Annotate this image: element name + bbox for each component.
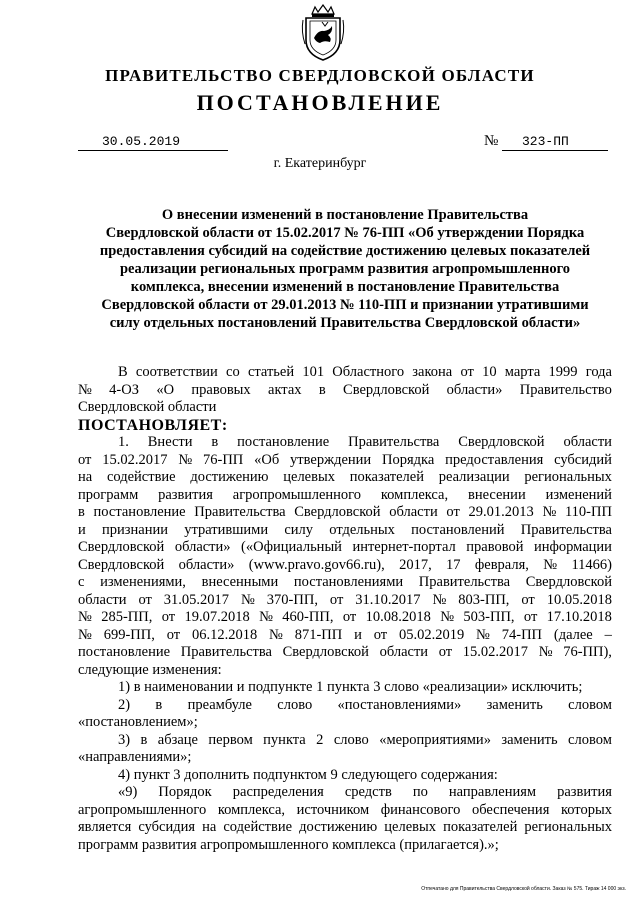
body-line: [78, 522, 612, 540]
word: слово: [333, 731, 369, 748]
word: правовых: [191, 381, 251, 398]
body-line: [78, 697, 612, 715]
word: №: [543, 556, 558, 573]
word: закона: [412, 364, 453, 380]
word: информации: [533, 539, 612, 555]
word: №: [476, 626, 490, 643]
word: от: [438, 644, 453, 660]
body-line-text: «направлениями»;: [78, 749, 192, 765]
word: 871-ПП: [294, 626, 343, 643]
word: 110-ПП: [564, 504, 612, 520]
body-line: [78, 784, 612, 802]
body-line: [78, 767, 612, 785]
word: 76-ПП),: [563, 644, 612, 660]
heading-line: силу отдельных постановлений Правительства Свердловской области»: [109, 315, 581, 331]
document-number: 323-ПП: [502, 134, 608, 151]
word: 29.01.2013: [468, 504, 534, 520]
word: направлениям: [448, 784, 537, 800]
word: «9): [118, 784, 138, 800]
word: от: [138, 591, 152, 608]
word: от: [446, 504, 460, 520]
word: 74-ПП: [501, 626, 543, 643]
word: 1.: [118, 434, 129, 450]
word: области»: [174, 539, 231, 555]
word: 10.05.2018: [546, 591, 612, 608]
body-line: [78, 364, 612, 382]
word: в: [78, 504, 85, 520]
body-line: [78, 469, 612, 487]
word: статьей: [247, 364, 295, 380]
word: от: [373, 626, 388, 643]
word: достижению: [190, 469, 269, 485]
word: преамбуле: [187, 696, 252, 713]
body-line: [78, 592, 612, 610]
word: №: [78, 609, 92, 625]
word: с: [78, 574, 85, 590]
word: 11466): [571, 556, 612, 573]
word: соответствии: [135, 364, 218, 380]
body-line: [78, 627, 612, 645]
body-line: [78, 714, 612, 732]
word: области: [379, 644, 429, 660]
city-line: г. Екатеринбург: [273, 156, 367, 171]
word: и: [354, 626, 362, 643]
word: №: [269, 626, 283, 643]
word: 1999: [548, 364, 578, 380]
word: словом: [568, 731, 612, 748]
body-line: [78, 837, 612, 855]
word: внесении: [467, 486, 526, 503]
word: целевых: [384, 819, 437, 835]
word: которых: [560, 801, 612, 818]
word: 803-ПП,: [458, 591, 510, 608]
word: 2: [316, 731, 324, 748]
word: февраля,: [474, 556, 529, 573]
word: постановление: [78, 644, 171, 660]
word: Внести: [147, 434, 193, 450]
word: –: [604, 626, 612, 643]
word: Правительство: [519, 381, 612, 398]
word: «мероприятиями»: [379, 731, 491, 748]
word: комплекса,: [380, 486, 449, 503]
word: обеспечения: [471, 801, 550, 818]
word: «постановлениями»: [337, 696, 462, 713]
word: комплекса,: [217, 801, 286, 818]
heading-line: Свердловской области от 29.01.2013 № 110-ПП и признании утратившими: [101, 297, 589, 313]
word: и: [78, 521, 86, 538]
word: 10.08.2018: [365, 609, 431, 625]
word: программ: [78, 486, 139, 503]
word: 4-ОЗ: [109, 381, 139, 398]
document-heading: [78, 206, 612, 332]
word: Правительства: [418, 574, 511, 590]
word: №: [78, 381, 92, 398]
word: финансового: [380, 801, 461, 818]
word: региональных: [524, 469, 612, 485]
word: первом: [208, 731, 253, 748]
word: целевых: [283, 469, 335, 485]
word: содействие: [106, 469, 176, 485]
word: 31.10.2017: [355, 591, 421, 608]
word: Правительства: [348, 434, 440, 450]
word: показателей: [349, 469, 424, 485]
word: от: [161, 609, 176, 625]
word: области»: [178, 556, 235, 573]
word: силу: [284, 521, 314, 538]
word: постановление: [237, 434, 330, 450]
word: реализации: [438, 469, 510, 485]
body-line: [78, 749, 612, 767]
word: в: [140, 731, 148, 748]
body-line: [78, 399, 612, 417]
word: средств: [344, 784, 392, 800]
word: от: [329, 591, 344, 608]
body-line-text: программ развития агропромышленного комплекса (прилагается).»;: [78, 836, 499, 853]
word: со: [226, 364, 240, 380]
body-line: [78, 802, 612, 820]
word: постановление: [93, 504, 186, 520]
word: 503-ПП,: [463, 609, 515, 625]
word: области: [563, 434, 612, 450]
word: пункта: [263, 731, 306, 748]
word: развития: [158, 486, 213, 503]
word: «О: [156, 381, 175, 398]
word: заменить: [501, 731, 558, 748]
word: 05.02.2019: [398, 626, 465, 643]
word: 3): [118, 731, 131, 748]
heading-line: О внесении изменений в постановление Правительства: [161, 207, 529, 223]
word: правовой: [466, 539, 524, 555]
word: области: [389, 504, 438, 520]
heading-line: предоставления субсидий на содействие достижению целевых показателей: [99, 243, 591, 259]
body-line: [78, 539, 612, 557]
heading-line: комплекса, внесении изменений в постановление Правительства: [130, 279, 560, 295]
word: Правительства: [194, 504, 286, 520]
word: содействие: [223, 819, 293, 835]
word: 06.12.2018: [191, 626, 258, 643]
word: от: [460, 364, 474, 380]
word: субсидия: [138, 819, 196, 835]
word: №: [538, 644, 553, 660]
word: 19.07.2018: [184, 609, 250, 625]
word: Свердловской: [525, 574, 612, 590]
word: от: [521, 591, 535, 608]
word: региональных: [524, 819, 612, 835]
word: Областного: [332, 364, 405, 380]
word: актах: [268, 381, 302, 398]
word: Порядок: [158, 784, 212, 800]
word: от: [342, 609, 357, 625]
word: 15.02.2017: [102, 451, 168, 468]
word: 15.02.2017: [462, 644, 529, 660]
heading-line: реализации региональных программ развития агропромышленного: [119, 261, 571, 277]
word: Порядка: [382, 451, 435, 468]
word: распределения: [232, 784, 324, 800]
postanovlyaet-label: [78, 417, 612, 435]
word: 285-ПП,: [101, 609, 153, 625]
word: Свердловской: [282, 644, 369, 660]
body-line: [78, 487, 612, 505]
word: от: [78, 451, 92, 468]
word: Свердловской: [78, 556, 165, 573]
word: предоставления: [445, 451, 544, 468]
word: №: [432, 591, 447, 608]
word: по: [412, 784, 428, 800]
number-sign: №: [484, 133, 499, 149]
word: источником: [296, 801, 370, 818]
word: внесенными: [201, 574, 279, 590]
word: марта: [504, 364, 541, 380]
word: словом: [568, 696, 612, 713]
word: Свердловской: [458, 434, 545, 450]
word: В: [118, 364, 128, 380]
word: №: [78, 626, 92, 643]
document-date: 30.05.2019: [78, 134, 228, 151]
word: заменить: [486, 696, 543, 713]
word: №: [241, 591, 255, 608]
body-line-text: 4) пункт 3 дополнить подпунктом 9 следующего содержания:: [118, 766, 498, 783]
body-line: [78, 679, 612, 697]
body-line: [78, 382, 612, 400]
word: отдельных: [329, 521, 395, 538]
body-line: [78, 644, 612, 662]
word: №: [259, 609, 273, 625]
word: 699-ПП,: [103, 626, 155, 643]
word: достижению: [299, 819, 378, 835]
body-line-text: Свердловской области: [78, 399, 217, 415]
word: является: [78, 819, 132, 835]
word: изменений: [545, 486, 612, 503]
word: развития: [557, 784, 612, 800]
word: Правительства: [180, 644, 272, 660]
word: 31.05.2017: [163, 591, 230, 608]
body-line: [78, 557, 612, 575]
word: (www.pravo.gov66.ru),: [248, 556, 385, 573]
word: области»: [446, 381, 503, 398]
word: 17: [446, 556, 461, 573]
word: слово: [277, 696, 313, 713]
word: показателей: [443, 819, 518, 835]
body-line: [78, 434, 612, 452]
word: абзаце: [157, 731, 198, 748]
word: агропромышленного: [78, 801, 207, 818]
document-body: [78, 364, 612, 854]
coat-of-arms-emblem: [300, 4, 346, 62]
word: 2017,: [399, 556, 432, 573]
word: интернет-портал: [352, 539, 456, 555]
word: 10: [482, 364, 497, 380]
heading-line: Свердловской области от 15.02.2017 № 76-ПП «Об утверждении Порядка: [105, 225, 585, 241]
word: в: [318, 381, 326, 398]
word: (далее: [553, 626, 593, 643]
word: 101: [302, 364, 325, 380]
resolution-keyword: ПОСТАНОВЛЯЕТ:: [78, 416, 228, 434]
body-line-text: следующие изменения:: [78, 661, 222, 678]
body-line: [78, 452, 612, 470]
word: признании: [102, 521, 168, 538]
word: №: [440, 609, 455, 625]
word: на: [202, 819, 217, 835]
word: области: [78, 591, 127, 608]
word: Свердловской: [294, 504, 381, 520]
body-line-text: 1) в наименовании и подпункте 1 пункта 3 слово «реализации» исключить;: [118, 679, 583, 695]
print-note: Отпечатано для Правительства Свердловской области. Заказ № 575. Тираж 14 000 экз.: [421, 886, 626, 892]
word: от: [166, 626, 181, 643]
body-line: [78, 504, 612, 522]
word: Правительства: [520, 521, 612, 538]
word: 460-ПП,: [282, 609, 334, 625]
word: агропромышленного: [232, 486, 361, 503]
word: в: [155, 696, 163, 713]
word: утверждении: [290, 451, 372, 468]
word: от: [523, 609, 538, 625]
body-line: [78, 819, 612, 837]
word: изменениями,: [100, 574, 186, 590]
word: постановлениями: [293, 574, 404, 590]
word: постановлений: [411, 521, 505, 538]
word: («Официальный: [241, 539, 342, 555]
word: 2): [118, 696, 131, 713]
government-title: ПРАВИТЕЛЬСТВО СВЕРДЛОВСКОЙ ОБЛАСТИ: [105, 66, 535, 85]
body-line: [78, 574, 612, 592]
word: 17.10.2018: [546, 609, 612, 625]
word: на: [78, 469, 93, 485]
word: №: [178, 451, 193, 468]
word: 76-ПП: [202, 451, 244, 468]
body-line-text: «постановлением»;: [78, 714, 198, 730]
body-line: [78, 609, 612, 627]
word: утратившими: [184, 521, 269, 538]
word: в: [211, 434, 219, 450]
word: Свердловской: [343, 381, 430, 398]
word: «Об: [254, 451, 280, 468]
word: Свердловской: [78, 539, 165, 555]
word: №: [542, 504, 557, 520]
word: субсидий: [554, 451, 612, 468]
body-line: [78, 732, 612, 750]
document-type-title: ПОСТАНОВЛЕНИЕ: [196, 90, 444, 115]
word: 370-ПП,: [266, 591, 318, 608]
body-line: [78, 662, 612, 680]
word: года: [585, 364, 612, 380]
